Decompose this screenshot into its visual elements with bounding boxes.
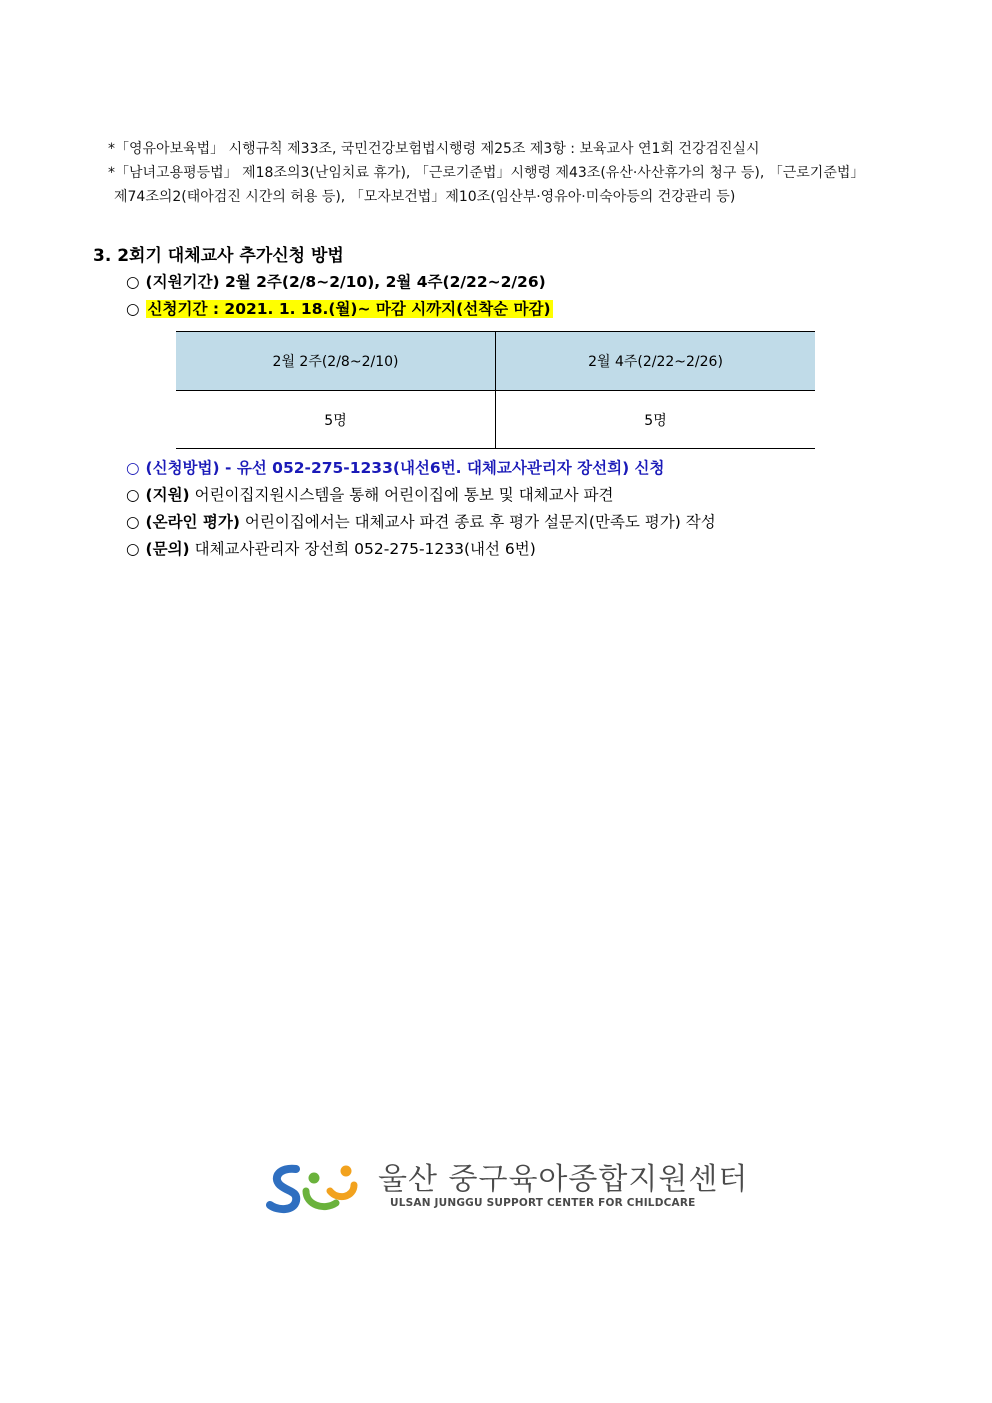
table-header-row: [176, 332, 815, 391]
apply-method-item: [126, 458, 665, 478]
table-cell-week4-count: 5명: [496, 391, 816, 449]
center-logo: [266, 1161, 749, 1217]
support-text: 어린이집지원시스템을 통해 어린이집에 통보 및 대체교사 파견: [194, 486, 614, 504]
table-header-week4: 2월 4주(2/22~2/26): [496, 332, 816, 391]
bullet-circle: ○: [126, 273, 140, 291]
inquiry-text: 대체교사관리자 장선희 052-275-1233(내선 6번): [194, 540, 536, 558]
evaluation-text: 어린이집에서는 대체교사 파견 종료 후 평가 설문지(만족도 평가) 작성: [244, 513, 716, 531]
legal-note-2: *「남녀고용평등법」 제18조의3(난임치료 휴가), 「근로기준법」시행령 제43조(유산·사산휴가의 청구 등), 「근로기준법」: [108, 165, 865, 181]
schedule-table: [176, 331, 815, 449]
bullet-circle: ○: [126, 459, 140, 477]
inquiry-label: (문의): [145, 540, 190, 558]
table-cell-week2-count: 5명: [176, 391, 496, 449]
evaluation-label: (온라인 평가): [145, 513, 240, 531]
center-name-korean: 울산 중구육아종합지원센터: [378, 1162, 749, 1197]
bullet-circle: ○: [126, 300, 140, 318]
apply-period-item: [126, 299, 553, 319]
center-logo-mark-icon: [266, 1161, 358, 1215]
support-label: (지원): [145, 486, 190, 504]
evaluation-item: [126, 512, 716, 532]
center-name-english: ULSAN JUNGGU SUPPORT CENTER FOR CHILDCARE: [390, 1197, 696, 1209]
inquiry-item: [126, 539, 536, 559]
bullet-circle: ○: [126, 513, 140, 531]
support-item: [126, 485, 613, 505]
support-period-text: (지원기간) 2월 2주(2/8~2/10), 2월 4주(2/22~2/26): [145, 273, 546, 291]
legal-note-3: 제74조의2(태아검진 시간의 허용 등), 「모자보건법」제10조(임산부·영유아·미숙아등의 건강관리 등): [114, 189, 736, 205]
support-period-item: [126, 272, 546, 292]
table-row: [176, 391, 815, 449]
section-title: 3. 2회기 대체교사 추가신청 방법: [93, 246, 344, 266]
apply-method-text: (신청방법) - 유선 052-275-1233(내선6번. 대체교사관리자 장선희) 신청: [145, 459, 665, 477]
legal-note-1: *「영유아보육법」 시행규칙 제33조, 국민건강보험법시행령 제25조 제3항 : 보육교사 연1회 건강검진실시: [108, 141, 760, 157]
bullet-circle: ○: [126, 486, 140, 504]
apply-period-text: 신청기간 : 2021. 1. 18.(월)~ 마감 시까지(선착순 마감): [147, 300, 551, 318]
table-header-week2: 2월 2주(2/8~2/10): [176, 332, 496, 391]
bullet-circle: ○: [126, 540, 140, 558]
